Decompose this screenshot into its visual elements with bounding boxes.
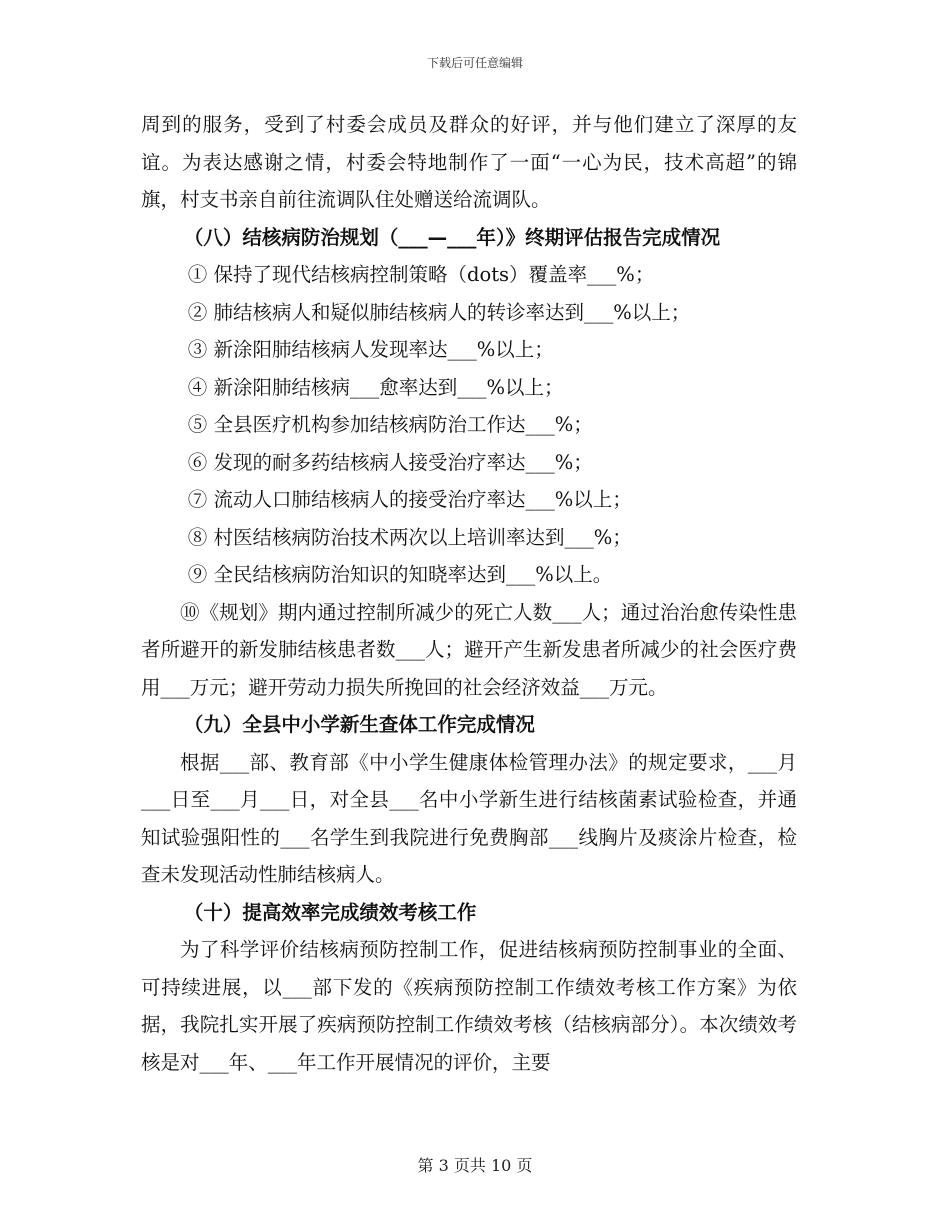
- section-10-heading: （十）提高效率完成绩效考核工作: [183, 900, 477, 924]
- section-8-item-10: ⑩《规划》期内通过控制所减少的死亡人数___人；通过治治愈传染性患者所避开的新发肺结核患者数___人；避开产生新发患者所减少的社会医疗费用___万元；避开劳动力损失所挽回的社会经济效益___万元。: [141, 600, 797, 699]
- section-8-item: ⑤ 全县医疗机构参加结核病防治工作达___%；: [187, 413, 593, 436]
- section-8-item: ⑦ 流动人口肺结核病人的接受治疗率达___%以上；: [187, 488, 632, 511]
- section-8-item: ④ 新涂阳肺结核病___愈率达到___%以上；: [187, 375, 564, 399]
- section-8-item: ⑨ 全民结核病防治知识的知晓率达到___%以上。: [187, 563, 613, 586]
- intro-paragraph: 周到的服务，受到了村委会成员及群众的好评，并与他们建立了深厚的友谊。为表达感谢之情，村委会特地制作了一面“一心为民，技术高超”的锦旗，村支书亲自前往流调队住处赠送给流调队。: [141, 113, 797, 211]
- section-10-body: 为了科学评价结核病预防控制工作，促进结核病预防控制事业的全面、可持续进展，以___部下发的《疾病预防控制工作绩效考核工作方案》为依据，我院扎实开展了疾病预防控制工作绩效考核（结核病部分）。本次绩效考核是对___年、___年工作开展情况的评价，主要: [141, 938, 797, 1074]
- section-8-item: ② 肺结核病人和疑似肺结核病人的转诊率达到___%以上；: [187, 300, 691, 324]
- document-body: [141, 106, 797, 1081]
- section-8-item: ③ 新涂阳肺结核病人发现率达___%以上；: [187, 338, 554, 361]
- section-8-item: ⑧ 村医结核病防治技术两次以上培训率达到___%；: [187, 525, 632, 549]
- section-9-heading: （九）全县中小学新生查体工作完成情况: [183, 713, 535, 736]
- page-header: 下载后可任意编辑: [426, 56, 523, 70]
- section-8-item: ⑥ 发现的耐多药结核病人接受治疗率达___%；: [187, 450, 593, 474]
- section-8-heading: （八）结核病防治规划（___—___年）》终期评估报告完成情况: [183, 225, 721, 249]
- section-9-body: 根据___部、教育部《中小学生健康体检管理办法》的规定要求，___月___日至___月___日，对全县___名中小学新生进行结核菌素试验检查，并通知试验强阳性的___名学生到我院进行免费胸部___线胸片及痰涂片检查，检查未发现活动性肺结核病人。: [141, 750, 797, 886]
- page-footer: 第 3 页共 10 页: [417, 1156, 533, 1175]
- section-8-item: ① 保持了现代结核病控制策略（dots）覆盖率___%；: [187, 263, 655, 286]
